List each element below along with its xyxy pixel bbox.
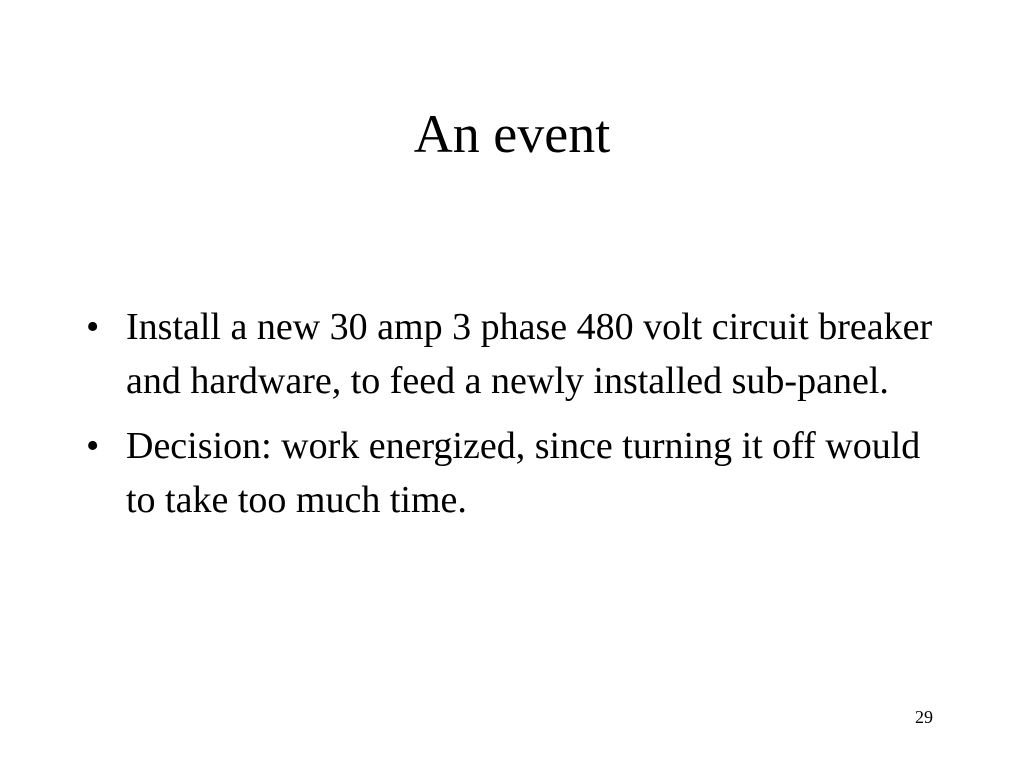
bullet-marker: • — [86, 425, 100, 467]
bullet-item — [86, 300, 936, 408]
page-number: 29 — [915, 707, 933, 727]
bullet-text: Install a new 30 amp 3 phase 480 volt circuit breaker and hardware, to feed a newly installed sub-panel. — [126, 306, 933, 402]
bullet-item — [86, 419, 936, 527]
bullet-marker: • — [86, 306, 100, 348]
bullet-list — [86, 300, 936, 538]
bullet-text: Decision: work energized, since turning it off would to take too much time. — [126, 425, 921, 521]
slide-title: An event — [413, 104, 611, 164]
